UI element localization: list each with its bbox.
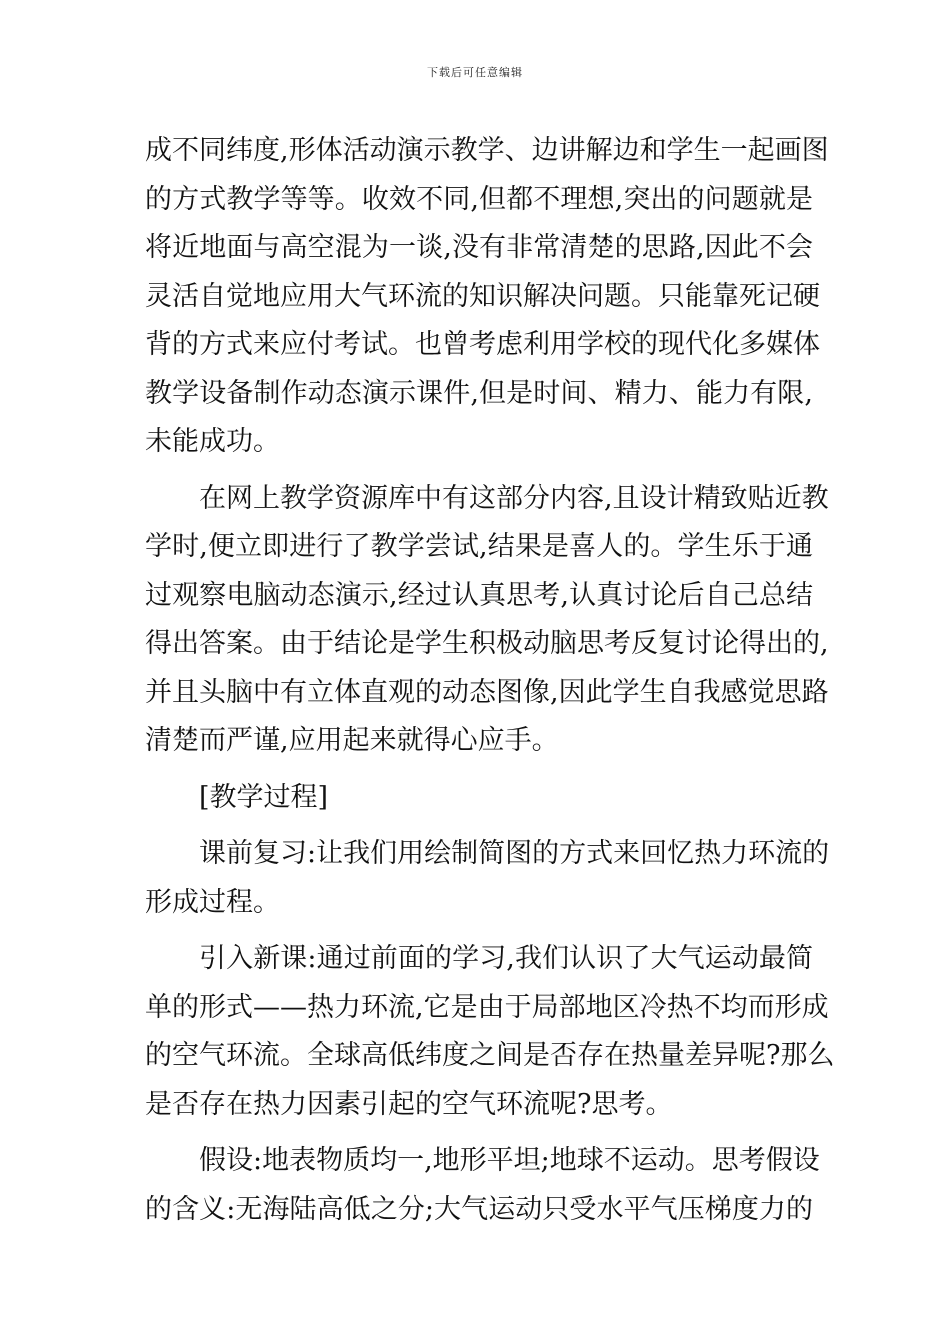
text-line: 灵活自觉地应用大气环流的知识解决问题。只能靠死记硬 [145,280,820,312]
document-body [145,127,835,1234]
paragraph [145,475,829,766]
text-line: 假设:地表物质均一,地形平坦;地球不运动。思考假设 [199,1145,820,1176]
text-line: 引入新课:通过前面的学习,我们认识了大气运动最简 [199,943,813,974]
section-heading [145,774,813,823]
text-line: 成不同纬度,形体活动演示教学、边讲解边和学生一起画图 [145,135,829,166]
text-line: 未能成功。 [145,426,280,457]
paragraph [145,127,829,467]
text-line: 的方式教学等等。收效不同,但都不理想,突出的问题就是 [145,183,813,215]
text-line: 形成过程。 [145,886,280,918]
text-line: 清楚而严谨,应用起来就得心应手。 [145,725,559,756]
page-header: 下载后可任意编辑 [427,66,523,79]
paragraph [145,935,835,1129]
text-line: [教学过程] [199,781,329,813]
paragraph [145,830,830,927]
paragraph [145,1137,820,1234]
text-line: 过观察电脑动态演示,经过认真思考,认真讨论后自己总结 [145,579,813,611]
text-line: 课前复习:让我们用绘制简图的方式来回忆热力环流的 [199,838,830,869]
text-line: 学时,便立即进行了教学尝试,结果是喜人的。学生乐于通 [145,531,813,562]
text-line: 背的方式来应付考试。也曾考虑利用学校的现代化多媒体 [145,329,820,360]
text-line: 教学设备制作动态演示课件,但是时间、精力、能力有限, [145,377,813,409]
text-line: 单的形式——热力环流,它是由于局部地区冷热不均而形成 [145,991,829,1023]
text-line: 在网上教学资源库中有这部分内容,且设计精致贴近教 [199,482,829,514]
text-line: 的空气环流。全球高低纬度之间是否存在热量差异呢?那么 [145,1040,835,1071]
text-line: 的含义:无海陆高低之分;大气运动只受水平气压梯度力的 [145,1193,813,1225]
text-line: 是否存在热力因素引起的空气环流呢?思考。 [145,1088,673,1120]
text-line: 并且头脑中有立体直观的动态图像,因此学生自我感觉思路 [145,676,829,708]
text-line: 将近地面与高空混为一谈,没有非常清楚的思路,因此不会 [145,232,813,263]
text-line: 得出答案。由于结论是学生积极动脑思考反复讨论得出的, [145,628,829,659]
